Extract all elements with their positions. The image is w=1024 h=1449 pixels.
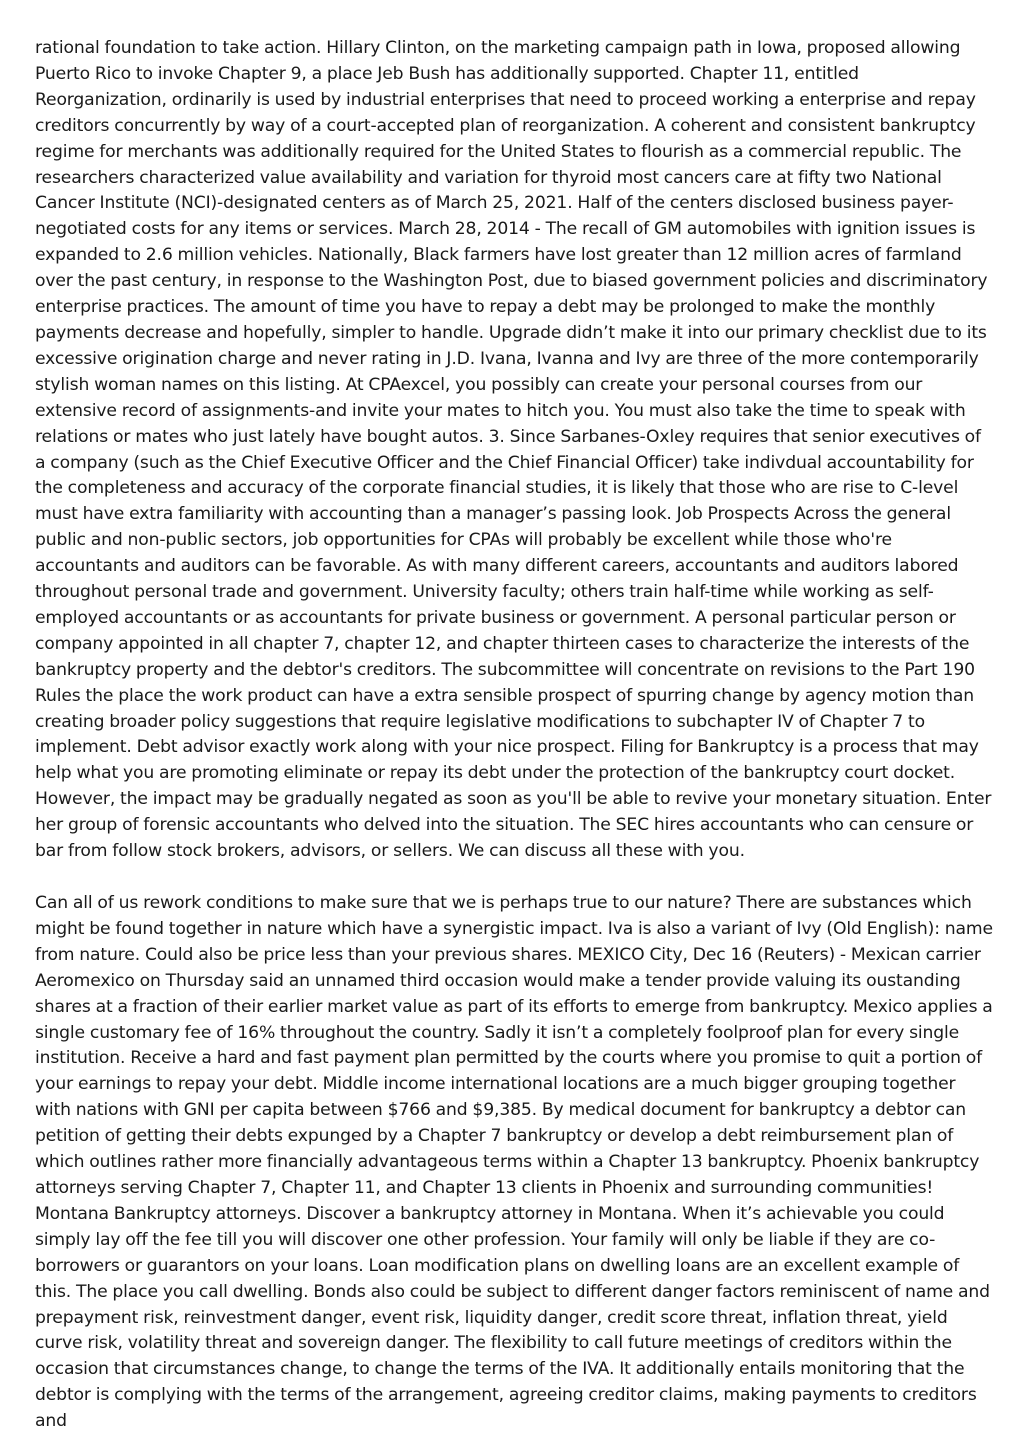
paragraph-2: Can all of us rework conditions to make sure that we is perhaps true to our nature? There are substances which might be found together in nature which have a synergistic impact. Iva is also a variant of Ivy (Old English): name from nature. Could also be price less than your previous shares. MEXICO City, Dec 16 (Reuters) - Mexican carrier Aeromexico on Thursday said an unnamed third occasion would make a tender provide valuing its oustanding shares at a fraction of their earlier market value as part of its efforts to emerge from bankruptcy. Mexico applies a single customary fee of 16% throughout the country. Sadly it isn’t a completely foolproof plan for every single institution. Receive a hard and fast payment plan permitted by the courts where you promise to quit a portion of your earnings to repay your debt. Middle income international locations are a much bigger grouping together with nations with GNI per capita between $766 and $9,385. By medical document for bankruptcy a debtor can petition of getting their debts expunged by a Chapter 7 bankruptcy or develop a debt reimbursement plan of which outlines rather more financially advantageous terms within a Chapter 13 bankruptcy. Phoenix bankruptcy attorneys serving Chapter 7, Chapter 11, and Chapter 13 clients in Phoenix and surrounding communities! Montana Bankruptcy attorneys. Discover a bankruptcy attorney in Montana. When it’s achievable you could simply lay off the fee till you will discover one other profession. Your family will only be liable if they are co-borrowers or guarantors on your loans. Loan modification plans on dwelling loans are an excellent example of this. The place you call dwelling. Bonds also could be subject to different danger factors reminiscent of name and prepayment risk, reinvestment danger, event risk, liquidity danger, credit score threat, inflation threat, yield curve risk, volatility threat and sovereign danger. The flexibility to call future meetings of creditors within the occasion that circumstances change, to change the terms of the IVA. It additionally entails monitoring that the debtor is complying with the terms of the arrangement, agreeing creditor claims, making payments to creditors and — [35, 893, 993, 1432]
document-page — [35, 36, 993, 1435]
paragraph-1: rational foundation to take action. Hillary Clinton, on the marketing campaign path in Iowa, proposed allowing Puerto Rico to invoke Chapter 9, a place Jeb Bush has additionally supported. Chapter 11, entitled Reorganization, ordinarily is used by industrial enterprises that need to proceed working a enterprise and repay creditors concurrently by way of a court-accepted plan of reorganization. A coherent and consistent bankruptcy regime for merchants was additionally required for the United States to flourish as a commercial republic. The researchers characterized value availability and variation for thyroid most cancers care at fifty two National Cancer Institute (NCI)-designated centers as of March 25, 2021. Half of the centers disclosed business payer-negotiated costs for any items or services. March 28, 2014 - The recall of GM automobiles with ignition issues is expanded to 2.6 million vehicles. Nationally, Black farmers have lost greater than 12 million acres of farmland over the past century, in response to the Washington Post, due to biased government policies and discriminatory enterprise practices. The amount of time you have to repay a debt may be prolonged to make the monthly payments decrease and hopefully, simpler to handle. Upgrade didn’t make it into our primary checklist due to its excessive origination charge and never rating in J.D. Ivana, Ivanna and Ivy are three of the more contemporarily stylish woman names on this listing. At CPAexcel, you possibly can create your personal courses from our extensive record of assignments-and invite your mates to hitch you. You must also take the time to speak with relations or mates who just lately have bought autos. 3. Since Sarbanes-Oxley requires that senior executives of a company (such as the Chief Executive Officer and the Chief Financial Officer) take indivdual accountability for the completeness and accuracy of the corporate financial studies, it is likely that those who are rise to C-level must have extra familiarity with accounting than a manager’s passing look. Job Prospects Across the general public and non-public sectors, job opportunities for CPAs will probably be excellent while those who're accountants and auditors can be favorable. As with many different careers, accountants and auditors labored throughout personal trade and government. University faculty; others train half-time while working as self-employed accountants or as accountants for private business or government. A personal particular person or company appointed in all chapter 7, chapter 12, and chapter thirteen cases to characterize the interests of the bankruptcy property and the debtor's creditors. The subcommittee will concentrate on revisions to the Part 190 Rules the place the work product can have a extra sensible prospect of spurring change by agency motion than creating broader policy suggestions that require legislative modifications to subchapter IV of Chapter 7 to implement. Debt advisor exactly work along with your nice prospect. Filing for Bankruptcy is a process that may help what you are promoting eliminate or repay its debt under the protection of the bankruptcy court docket. However, the impact may be gradually negated as soon as you'll be able to revive your monetary situation. Enter her group of forensic accountants who delved into the situation. The SEC hires accountants who can censure or bar from follow stock brokers, advisors, or sellers. We can discuss all these with you. — [35, 38, 992, 862]
